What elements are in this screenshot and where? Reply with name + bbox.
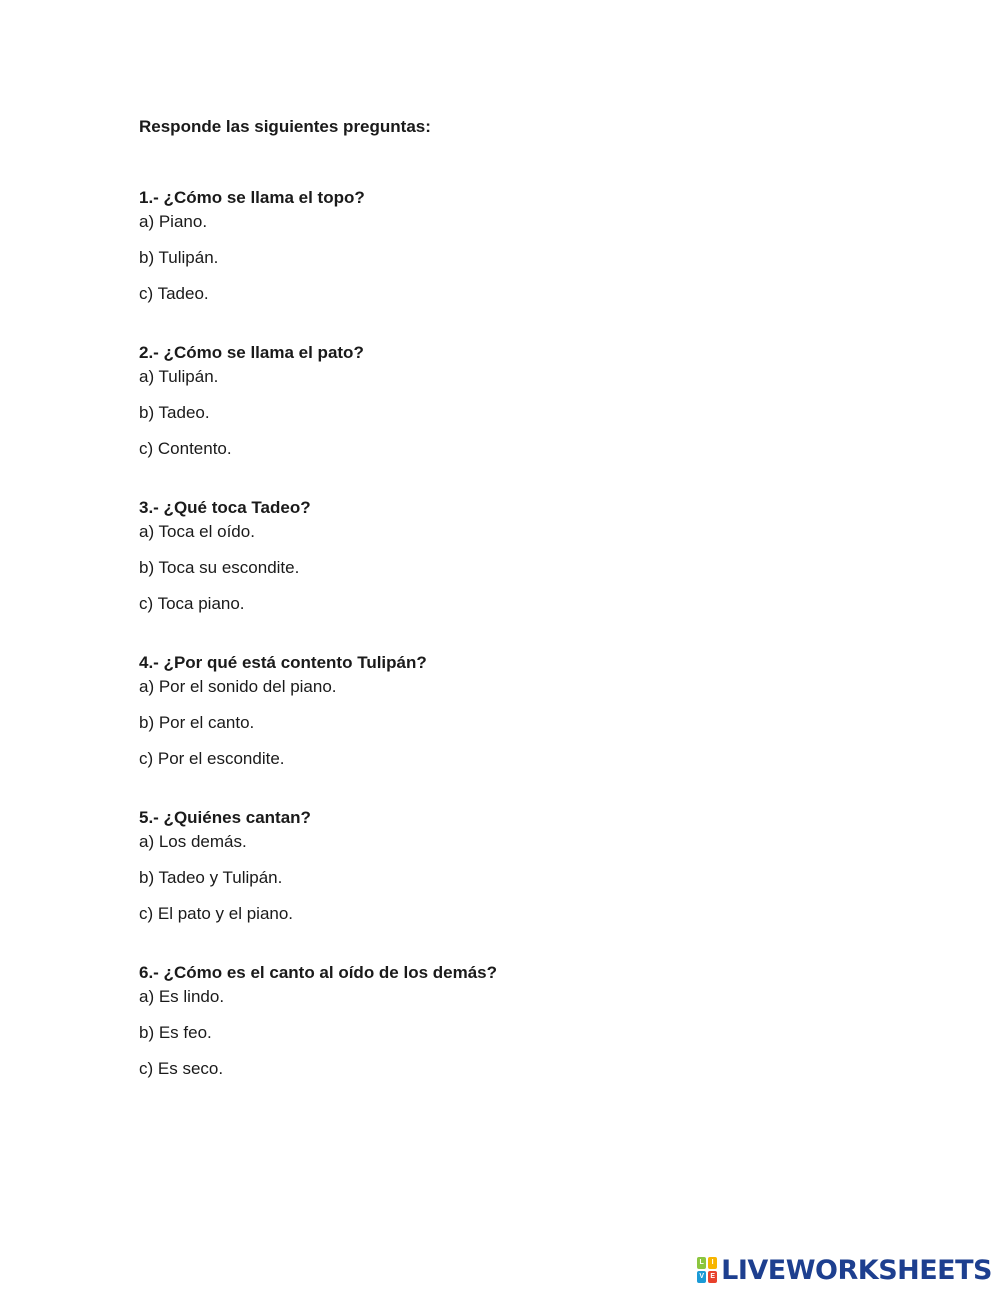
logo-square-l: L bbox=[697, 1257, 706, 1269]
question-6-option-a: a) Es lindo. bbox=[139, 987, 225, 1006]
question-1-option-b: b) Tulipán. bbox=[139, 248, 219, 267]
question-block-1 bbox=[139, 186, 839, 318]
question-2-option-b: b) Tadeo. bbox=[139, 403, 210, 422]
logo-square-i: I bbox=[708, 1257, 717, 1269]
question-5-option-c: c) El pato y el piano. bbox=[139, 904, 294, 923]
question-3: 3.- ¿Qué toca Tadeo? bbox=[139, 498, 311, 517]
question-4-option-a: a) Por el sonido del piano. bbox=[139, 677, 337, 696]
question-5-option-a: a) Los demás. bbox=[139, 832, 247, 851]
question-1-option-c: c) Tadeo. bbox=[139, 284, 209, 303]
question-5: 5.- ¿Quiénes cantan? bbox=[139, 808, 311, 827]
logo-square-v: V bbox=[697, 1271, 706, 1283]
liveworksheets-logo-icon bbox=[697, 1257, 717, 1283]
question-4-option-c: c) Por el escondite. bbox=[139, 749, 285, 768]
question-4-option-b: b) Por el canto. bbox=[139, 713, 255, 732]
question-6-option-c: c) Es seco. bbox=[139, 1059, 224, 1078]
question-block-4 bbox=[139, 651, 839, 783]
question-6: 6.- ¿Cómo es el canto al oído de los demás? bbox=[139, 963, 498, 982]
question-1-option-a: a) Piano. bbox=[139, 212, 208, 231]
logo-square-e: E bbox=[708, 1271, 717, 1283]
question-3-option-c: c) Toca piano. bbox=[139, 594, 245, 613]
instructions-heading: Responde las siguientes preguntas: bbox=[139, 117, 431, 136]
question-6-option-b: b) Es feo. bbox=[139, 1023, 212, 1042]
question-1: 1.- ¿Cómo se llama el topo? bbox=[139, 188, 365, 207]
question-2-option-c: c) Contento. bbox=[139, 439, 232, 458]
question-block-6 bbox=[139, 961, 839, 1093]
question-block-3 bbox=[139, 496, 839, 628]
question-4: 4.- ¿Por qué está contento Tulipán? bbox=[139, 653, 427, 672]
liveworksheets-logo-text: LIVEWORKSHEETS bbox=[721, 1254, 992, 1286]
question-2: 2.- ¿Cómo se llama el pato? bbox=[139, 343, 364, 362]
question-3-option-b: b) Toca su escondite. bbox=[139, 558, 300, 577]
question-2-option-a: a) Tulipán. bbox=[139, 367, 219, 386]
question-3-option-a: a) Toca el oído. bbox=[139, 522, 255, 541]
question-5-option-b: b) Tadeo y Tulipán. bbox=[139, 868, 283, 887]
question-block-2 bbox=[139, 341, 839, 473]
liveworksheets-logo bbox=[697, 1255, 992, 1285]
question-block-5 bbox=[139, 806, 839, 938]
